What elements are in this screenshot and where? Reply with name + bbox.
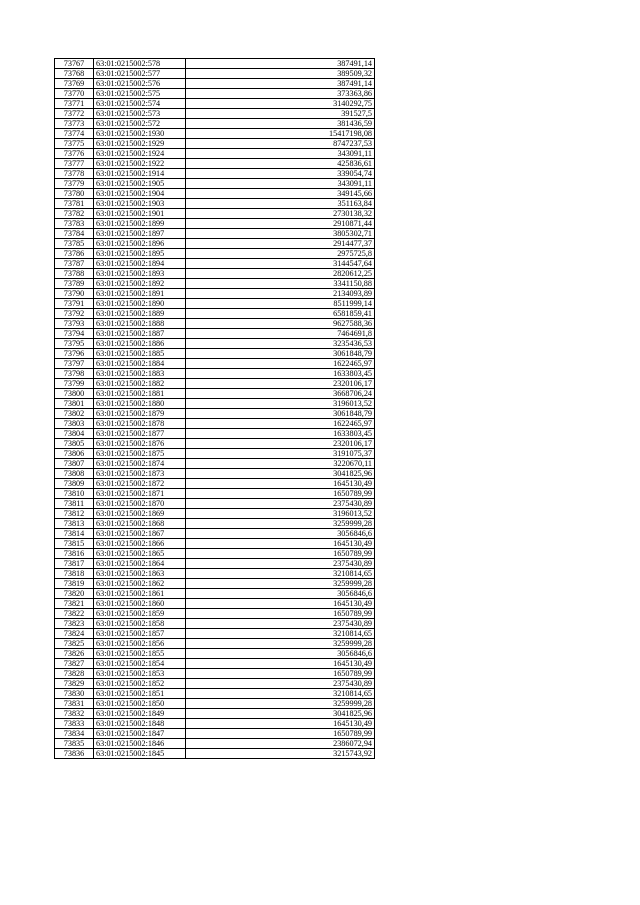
row-number-cell: 73824 [55, 629, 94, 639]
cadastral-number-cell: 63:01:0215002:1882 [94, 379, 186, 389]
cadastral-number-cell: 63:01:0215002:577 [94, 69, 186, 79]
cadastral-number-cell: 63:01:0215002:1895 [94, 249, 186, 259]
cadastral-number-cell: 63:01:0215002:1903 [94, 199, 186, 209]
row-number-cell: 73768 [55, 69, 94, 79]
table-row [55, 59, 375, 69]
table-row [55, 519, 375, 529]
cadastral-value-cell: 3196013,52 [186, 399, 375, 409]
cadastral-value-cell: 389509,32 [186, 69, 375, 79]
cadastral-value-cell: 3210814,65 [186, 629, 375, 639]
row-number-cell: 73810 [55, 489, 94, 499]
cadastral-number-cell: 63:01:0215002:1881 [94, 389, 186, 399]
cadastral-value-cell: 3041825,96 [186, 469, 375, 479]
row-number-cell: 73774 [55, 129, 94, 139]
cadastral-value-cell: 1650789,99 [186, 489, 375, 499]
cadastral-number-cell: 63:01:0215002:1875 [94, 449, 186, 459]
cadastral-value-cell: 2910871,44 [186, 219, 375, 229]
cadastral-value-cell: 3259999,28 [186, 519, 375, 529]
cadastral-number-cell: 63:01:0215002:576 [94, 79, 186, 89]
table-row [55, 249, 375, 259]
cadastral-value-cell: 381436,59 [186, 119, 375, 129]
cadastral-number-cell: 63:01:0215002:1879 [94, 409, 186, 419]
cadastral-value-cell: 8747237,53 [186, 139, 375, 149]
table-row [55, 529, 375, 539]
cadastral-number-cell: 63:01:0215002:578 [94, 59, 186, 69]
table-row [55, 309, 375, 319]
table-row [55, 349, 375, 359]
table-row [55, 469, 375, 479]
row-number-cell: 73769 [55, 79, 94, 89]
table-row [55, 139, 375, 149]
table-row [55, 209, 375, 219]
table-row [55, 499, 375, 509]
cadastral-value-cell: 2375430,89 [186, 559, 375, 569]
row-number-cell: 73820 [55, 589, 94, 599]
table-row [55, 89, 375, 99]
row-number-cell: 73780 [55, 189, 94, 199]
row-number-cell: 73802 [55, 409, 94, 419]
table-row [55, 119, 375, 129]
cadastral-value-cell: 2730138,32 [186, 209, 375, 219]
row-number-cell: 73770 [55, 89, 94, 99]
row-number-cell: 73832 [55, 709, 94, 719]
row-number-cell: 73821 [55, 599, 94, 609]
cadastral-value-cell: 3191075,37 [186, 449, 375, 459]
row-number-cell: 73826 [55, 649, 94, 659]
table-body [55, 59, 375, 759]
row-number-cell: 73783 [55, 219, 94, 229]
table-row [55, 429, 375, 439]
cadastral-value-cell: 2386072,94 [186, 739, 375, 749]
cadastral-value-cell: 3196013,52 [186, 509, 375, 519]
row-number-cell: 73835 [55, 739, 94, 749]
table-row [55, 169, 375, 179]
row-number-cell: 73833 [55, 719, 94, 729]
cadastral-number-cell: 63:01:0215002:1854 [94, 659, 186, 669]
table-row [55, 609, 375, 619]
cadastral-value-cell: 425836,61 [186, 159, 375, 169]
cadastral-value-table [54, 58, 375, 759]
cadastral-value-cell: 387491,14 [186, 59, 375, 69]
table-row [55, 159, 375, 169]
cadastral-number-cell: 63:01:0215002:1856 [94, 639, 186, 649]
row-number-cell: 73771 [55, 99, 94, 109]
row-number-cell: 73798 [55, 369, 94, 379]
cadastral-value-cell: 1645130,49 [186, 539, 375, 549]
table-row [55, 619, 375, 629]
table-row [55, 339, 375, 349]
table-row [55, 459, 375, 469]
cadastral-number-cell: 63:01:0215002:1850 [94, 699, 186, 709]
table-row [55, 649, 375, 659]
table-row [55, 69, 375, 79]
cadastral-number-cell: 63:01:0215002:1886 [94, 339, 186, 349]
cadastral-value-cell: 343091,11 [186, 179, 375, 189]
cadastral-value-cell: 1633803,45 [186, 369, 375, 379]
table-row [55, 369, 375, 379]
cadastral-value-cell: 3220670,11 [186, 459, 375, 469]
table-row [55, 399, 375, 409]
row-number-cell: 73778 [55, 169, 94, 179]
row-number-cell: 73800 [55, 389, 94, 399]
table-row [55, 259, 375, 269]
table-row [55, 599, 375, 609]
table-row [55, 479, 375, 489]
table-row [55, 549, 375, 559]
cadastral-number-cell: 63:01:0215002:1860 [94, 599, 186, 609]
row-number-cell: 73816 [55, 549, 94, 559]
cadastral-number-cell: 63:01:0215002:1868 [94, 519, 186, 529]
cadastral-value-cell: 387491,14 [186, 79, 375, 89]
cadastral-number-cell: 63:01:0215002:1865 [94, 549, 186, 559]
row-number-cell: 73818 [55, 569, 94, 579]
cadastral-number-cell: 63:01:0215002:1885 [94, 349, 186, 359]
row-number-cell: 73804 [55, 429, 94, 439]
cadastral-number-cell: 63:01:0215002:1892 [94, 279, 186, 289]
row-number-cell: 73794 [55, 329, 94, 339]
row-number-cell: 73801 [55, 399, 94, 409]
table-row [55, 359, 375, 369]
row-number-cell: 73825 [55, 639, 94, 649]
row-number-cell: 73828 [55, 669, 94, 679]
table-row [55, 199, 375, 209]
table-row [55, 739, 375, 749]
row-number-cell: 73795 [55, 339, 94, 349]
cadastral-number-cell: 63:01:0215002:1876 [94, 439, 186, 449]
table-row [55, 749, 375, 759]
cadastral-number-cell: 63:01:0215002:1890 [94, 299, 186, 309]
cadastral-value-cell: 3144547,64 [186, 259, 375, 269]
table-row [55, 389, 375, 399]
row-number-cell: 73834 [55, 729, 94, 739]
cadastral-value-cell: 3061848,79 [186, 409, 375, 419]
cadastral-number-cell: 63:01:0215002:1852 [94, 679, 186, 689]
cadastral-value-cell: 1633803,45 [186, 429, 375, 439]
cadastral-number-cell: 63:01:0215002:1914 [94, 169, 186, 179]
cadastral-value-cell: 1650789,99 [186, 549, 375, 559]
row-number-cell: 73807 [55, 459, 94, 469]
cadastral-value-cell: 3805302,71 [186, 229, 375, 239]
table-row [55, 319, 375, 329]
cadastral-value-cell: 2975725,8 [186, 249, 375, 259]
cadastral-number-cell: 63:01:0215002:1904 [94, 189, 186, 199]
cadastral-number-cell: 63:01:0215002:1861 [94, 589, 186, 599]
table-row [55, 299, 375, 309]
table-row [55, 229, 375, 239]
cadastral-value-cell: 3210814,65 [186, 569, 375, 579]
cadastral-number-cell: 63:01:0215002:575 [94, 89, 186, 99]
cadastral-value-cell: 1650789,99 [186, 609, 375, 619]
row-number-cell: 73767 [55, 59, 94, 69]
cadastral-number-cell: 63:01:0215002:1846 [94, 739, 186, 749]
table-row [55, 129, 375, 139]
table-row [55, 729, 375, 739]
cadastral-number-cell: 63:01:0215002:572 [94, 119, 186, 129]
cadastral-value-cell: 1650789,99 [186, 669, 375, 679]
table-row [55, 149, 375, 159]
cadastral-value-cell: 3041825,96 [186, 709, 375, 719]
cadastral-value-cell: 391527,5 [186, 109, 375, 119]
table-row [55, 699, 375, 709]
row-number-cell: 73814 [55, 529, 94, 539]
cadastral-value-cell: 1645130,49 [186, 659, 375, 669]
cadastral-number-cell: 63:01:0215002:1862 [94, 579, 186, 589]
cadastral-value-cell: 3668706,24 [186, 389, 375, 399]
cadastral-value-cell: 349145,66 [186, 189, 375, 199]
cadastral-value-cell: 351163,84 [186, 199, 375, 209]
cadastral-number-cell: 63:01:0215002:1884 [94, 359, 186, 369]
cadastral-value-cell: 3259999,28 [186, 639, 375, 649]
cadastral-number-cell: 63:01:0215002:1889 [94, 309, 186, 319]
cadastral-value-cell: 339054,74 [186, 169, 375, 179]
row-number-cell: 73813 [55, 519, 94, 529]
cadastral-value-cell: 3210814,65 [186, 689, 375, 699]
cadastral-value-cell: 8511999,14 [186, 299, 375, 309]
cadastral-value-cell: 1645130,49 [186, 719, 375, 729]
cadastral-value-cell: 1645130,49 [186, 599, 375, 609]
cadastral-value-cell: 343091,11 [186, 149, 375, 159]
cadastral-value-cell: 373363,86 [186, 89, 375, 99]
row-number-cell: 73803 [55, 419, 94, 429]
cadastral-number-cell: 63:01:0215002:1851 [94, 689, 186, 699]
cadastral-value-cell: 3215743,92 [186, 749, 375, 759]
cadastral-value-cell: 3056846,6 [186, 649, 375, 659]
cadastral-number-cell: 63:01:0215002:1869 [94, 509, 186, 519]
cadastral-value-cell: 2375430,89 [186, 679, 375, 689]
table-row [55, 709, 375, 719]
cadastral-value-cell: 3259999,28 [186, 579, 375, 589]
row-number-cell: 73827 [55, 659, 94, 669]
row-number-cell: 73772 [55, 109, 94, 119]
cadastral-number-cell: 63:01:0215002:1922 [94, 159, 186, 169]
table-row [55, 269, 375, 279]
row-number-cell: 73815 [55, 539, 94, 549]
cadastral-value-cell: 9627588,36 [186, 319, 375, 329]
cadastral-number-cell: 63:01:0215002:1848 [94, 719, 186, 729]
row-number-cell: 73791 [55, 299, 94, 309]
cadastral-number-cell: 63:01:0215002:1894 [94, 259, 186, 269]
cadastral-number-cell: 63:01:0215002:1929 [94, 139, 186, 149]
cadastral-number-cell: 63:01:0215002:1859 [94, 609, 186, 619]
table-row [55, 289, 375, 299]
cadastral-value-cell: 3056846,6 [186, 529, 375, 539]
cadastral-value-cell: 3259999,28 [186, 699, 375, 709]
cadastral-number-cell: 63:01:0215002:1883 [94, 369, 186, 379]
table-row [55, 489, 375, 499]
table-row [55, 439, 375, 449]
cadastral-number-cell: 63:01:0215002:1873 [94, 469, 186, 479]
row-number-cell: 73823 [55, 619, 94, 629]
row-number-cell: 73797 [55, 359, 94, 369]
row-number-cell: 73822 [55, 609, 94, 619]
cadastral-number-cell: 63:01:0215002:1899 [94, 219, 186, 229]
table-row [55, 419, 375, 429]
row-number-cell: 73779 [55, 179, 94, 189]
cadastral-value-cell: 3140292,75 [186, 99, 375, 109]
cadastral-number-cell: 63:01:0215002:1896 [94, 239, 186, 249]
cadastral-value-cell: 2820612,25 [186, 269, 375, 279]
cadastral-number-cell: 63:01:0215002:1853 [94, 669, 186, 679]
cadastral-number-cell: 63:01:0215002:574 [94, 99, 186, 109]
row-number-cell: 73809 [55, 479, 94, 489]
table-row [55, 659, 375, 669]
cadastral-value-cell: 3056846,6 [186, 589, 375, 599]
cadastral-value-cell: 3341150,88 [186, 279, 375, 289]
cadastral-number-cell: 63:01:0215002:1867 [94, 529, 186, 539]
cadastral-value-cell: 6581859,41 [186, 309, 375, 319]
row-number-cell: 73789 [55, 279, 94, 289]
row-number-cell: 73829 [55, 679, 94, 689]
row-number-cell: 73793 [55, 319, 94, 329]
row-number-cell: 73786 [55, 249, 94, 259]
table-row [55, 559, 375, 569]
row-number-cell: 73796 [55, 349, 94, 359]
cadastral-value-cell: 1645130,49 [186, 479, 375, 489]
row-number-cell: 73773 [55, 119, 94, 129]
cadastral-number-cell: 63:01:0215002:1930 [94, 129, 186, 139]
table-row [55, 99, 375, 109]
cadastral-number-cell: 63:01:0215002:1878 [94, 419, 186, 429]
row-number-cell: 73808 [55, 469, 94, 479]
table-row [55, 109, 375, 119]
cadastral-value-cell: 2320106,17 [186, 379, 375, 389]
cadastral-number-cell: 63:01:0215002:1863 [94, 569, 186, 579]
row-number-cell: 73781 [55, 199, 94, 209]
row-number-cell: 73782 [55, 209, 94, 219]
table-row [55, 509, 375, 519]
table-row [55, 379, 375, 389]
table-row [55, 629, 375, 639]
table-row [55, 179, 375, 189]
cadastral-value-cell: 1650789,99 [186, 729, 375, 739]
cadastral-value-cell: 3061848,79 [186, 349, 375, 359]
row-number-cell: 73817 [55, 559, 94, 569]
table-row [55, 79, 375, 89]
cadastral-number-cell: 63:01:0215002:1891 [94, 289, 186, 299]
cadastral-number-cell: 63:01:0215002:1888 [94, 319, 186, 329]
row-number-cell: 73799 [55, 379, 94, 389]
cadastral-number-cell: 63:01:0215002:1871 [94, 489, 186, 499]
row-number-cell: 73785 [55, 239, 94, 249]
row-number-cell: 73792 [55, 309, 94, 319]
cadastral-number-cell: 63:01:0215002:1855 [94, 649, 186, 659]
row-number-cell: 73790 [55, 289, 94, 299]
table-row [55, 279, 375, 289]
cadastral-value-cell: 7464691,8 [186, 329, 375, 339]
cadastral-value-cell: 2375430,89 [186, 619, 375, 629]
cadastral-number-cell: 63:01:0215002:1924 [94, 149, 186, 159]
table-row [55, 719, 375, 729]
table-row [55, 539, 375, 549]
row-number-cell: 73831 [55, 699, 94, 709]
cadastral-value-cell: 2320106,17 [186, 439, 375, 449]
cadastral-number-cell: 63:01:0215002:1887 [94, 329, 186, 339]
cadastral-number-cell: 63:01:0215002:1874 [94, 459, 186, 469]
cadastral-value-cell: 1622465,97 [186, 419, 375, 429]
table-row [55, 639, 375, 649]
table-row [55, 589, 375, 599]
cadastral-number-cell: 63:01:0215002:1857 [94, 629, 186, 639]
table-row [55, 679, 375, 689]
row-number-cell: 73811 [55, 499, 94, 509]
cadastral-number-cell: 63:01:0215002:1893 [94, 269, 186, 279]
row-number-cell: 73777 [55, 159, 94, 169]
table-row [55, 669, 375, 679]
cadastral-value-cell: 2134093,89 [186, 289, 375, 299]
row-number-cell: 73784 [55, 229, 94, 239]
cadastral-number-cell: 63:01:0215002:1905 [94, 179, 186, 189]
cadastral-value-cell: 2914477,37 [186, 239, 375, 249]
cadastral-number-cell: 63:01:0215002:1849 [94, 709, 186, 719]
table-row [55, 449, 375, 459]
cadastral-value-cell: 1622465,97 [186, 359, 375, 369]
row-number-cell: 73805 [55, 439, 94, 449]
row-number-cell: 73787 [55, 259, 94, 269]
cadastral-number-cell: 63:01:0215002:1858 [94, 619, 186, 629]
table-row [55, 219, 375, 229]
cadastral-number-cell: 63:01:0215002:1845 [94, 749, 186, 759]
row-number-cell: 73812 [55, 509, 94, 519]
cadastral-number-cell: 63:01:0215002:1870 [94, 499, 186, 509]
cadastral-value-cell: 3235436,53 [186, 339, 375, 349]
cadastral-number-cell: 63:01:0215002:573 [94, 109, 186, 119]
cadastral-number-cell: 63:01:0215002:1877 [94, 429, 186, 439]
cadastral-number-cell: 63:01:0215002:1872 [94, 479, 186, 489]
row-number-cell: 73819 [55, 579, 94, 589]
cadastral-number-cell: 63:01:0215002:1880 [94, 399, 186, 409]
table-row [55, 689, 375, 699]
cadastral-value-cell: 2375430,89 [186, 499, 375, 509]
cadastral-number-cell: 63:01:0215002:1847 [94, 729, 186, 739]
row-number-cell: 73776 [55, 149, 94, 159]
table-row [55, 409, 375, 419]
table-row [55, 569, 375, 579]
row-number-cell: 73775 [55, 139, 94, 149]
cadastral-number-cell: 63:01:0215002:1866 [94, 539, 186, 549]
table-row [55, 579, 375, 589]
cadastral-number-cell: 63:01:0215002:1901 [94, 209, 186, 219]
row-number-cell: 73806 [55, 449, 94, 459]
cadastral-number-cell: 63:01:0215002:1864 [94, 559, 186, 569]
table-row [55, 189, 375, 199]
row-number-cell: 73836 [55, 749, 94, 759]
cadastral-value-cell: 15417198,08 [186, 129, 375, 139]
table-row [55, 239, 375, 249]
cadastral-number-cell: 63:01:0215002:1897 [94, 229, 186, 239]
row-number-cell: 73830 [55, 689, 94, 699]
table-row [55, 329, 375, 339]
row-number-cell: 73788 [55, 269, 94, 279]
